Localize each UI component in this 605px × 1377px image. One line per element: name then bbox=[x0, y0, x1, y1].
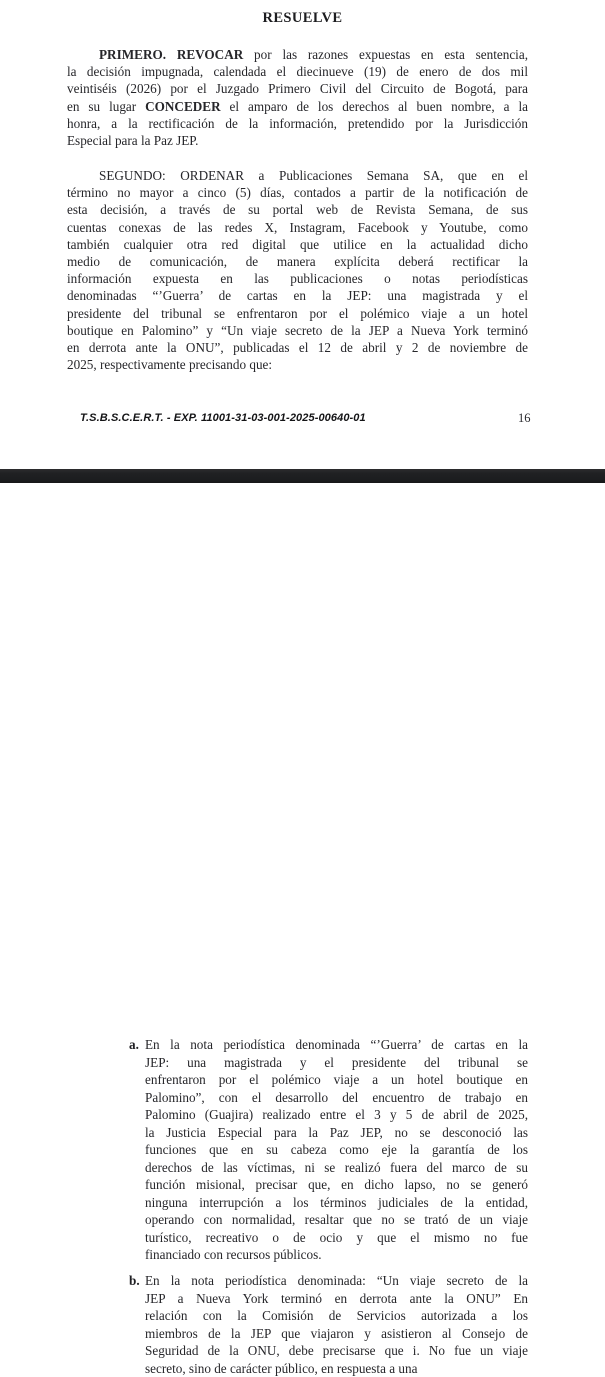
list-marker-a: a. bbox=[129, 1036, 143, 1054]
text-line: Palomino (Guajira) realizado entre el 3 y 5 de abril de 2025, bbox=[145, 1106, 528, 1124]
list-item-b bbox=[129, 1272, 528, 1377]
text-line: ninguna interrupción a los términos judiciales de la entidad, bbox=[145, 1194, 528, 1212]
text-line: la Justicia Especial para la Paz JEP, no se desconoció las bbox=[145, 1124, 528, 1142]
text-line: veintiséis (2026) por el Juzgado Primero Civil del Circuito de Bogotá, para bbox=[67, 80, 528, 97]
document-page-17 bbox=[0, 483, 605, 882]
list-item-a bbox=[129, 1036, 528, 1264]
page-separator bbox=[0, 469, 605, 483]
paragraph-primero bbox=[67, 46, 528, 149]
text-line: turístico, recreativo o de ocio y que el mismo no fue bbox=[145, 1229, 528, 1247]
text-line: secreto, sino de carácter público, en respuesta a una bbox=[145, 1360, 528, 1377]
text-line: 2025, respectivamente precisando que: bbox=[67, 356, 528, 373]
text-line: Palomino”, con el desarrollo del encuentro de trabajo en bbox=[145, 1089, 528, 1107]
text-line: relación con la Comisión de Servicios autorizada a los bbox=[145, 1307, 528, 1325]
text-line: medio de comunicación, de manera explícita deberá rectificar la bbox=[67, 253, 528, 270]
text-line: derechos de las víctimas, ni se realizó fuera del marco de su bbox=[145, 1159, 528, 1177]
list-item-b-text bbox=[145, 1272, 528, 1377]
section-heading-resuelve: RESUELVE bbox=[0, 10, 605, 27]
text-line: financiado con recursos públicos. bbox=[145, 1246, 528, 1264]
text-line: información expuesta en las publicaciones o notas periodísticas bbox=[67, 270, 528, 287]
text-line: Seguridad de la ONU, debe precisarse que i. No fue un viaje bbox=[145, 1342, 528, 1360]
paragraph-segundo bbox=[67, 167, 528, 373]
text-line: también cualquier otra red digital que utilice en la actualidad dicho bbox=[67, 236, 528, 253]
text-line: la decisión impugnada, calendada el diecinueve (19) de enero de dos mil bbox=[67, 63, 528, 80]
text-line: presidente del tribunal se enfrentaron por el polémico viaje a un hotel bbox=[67, 305, 528, 322]
text-line: En la nota periodística denominada: “Un viaje secreto de la bbox=[145, 1272, 528, 1290]
text-line: SEGUNDO: ORDENAR a Publicaciones Semana SA, que en el bbox=[67, 167, 528, 184]
page-number: 16 bbox=[518, 411, 531, 426]
text-line: honra, a la rectificación de la información, pretendido por la Jurisdicción bbox=[67, 115, 528, 132]
text-line: JEP a Nueva York terminó en derrota ante la ONU” En bbox=[145, 1290, 528, 1308]
text-line: función misional, precisar que, en dicho lapso, no se generó bbox=[145, 1176, 528, 1194]
text-line: esta decisión, a través de su portal web de Revista Semana, de sus bbox=[67, 201, 528, 218]
text-line: en derrota ante la ONU”, publicadas el 12 de abril y 2 de noviembre de bbox=[67, 339, 528, 356]
text-line: enfrentaron por el polémico viaje a un hotel boutique en bbox=[145, 1071, 528, 1089]
text-line: funciones que en su cabeza como eje la garantía de los bbox=[145, 1141, 528, 1159]
document-page-16 bbox=[0, 0, 605, 469]
text-line: en su lugar CONCEDER el amparo de los derechos al buen nombre, a la bbox=[67, 98, 528, 115]
text-line: En la nota periodística denominada “’Guerra’ de cartas en la bbox=[145, 1036, 528, 1054]
text-line: boutique en Palomino” y “Un viaje secreto de la JEP a Nueva York terminó bbox=[67, 322, 528, 339]
text-line: término no mayor a cinco (5) días, contados a partir de la notificación de bbox=[67, 184, 528, 201]
list-marker-b: b. bbox=[129, 1272, 143, 1290]
text-line: denominadas “’Guerra’ de cartas en la JEP: una magistrada y el bbox=[67, 287, 528, 304]
list-item-a-text bbox=[145, 1036, 528, 1264]
text-line: PRIMERO. REVOCAR por las razones expuestas en esta sentencia, bbox=[67, 46, 528, 63]
text-line: operando con normalidad, resaltar que no se trató de un viaje bbox=[145, 1211, 528, 1229]
text-line: cuentas conexas de las redes X, Instagram, Facebook y Youtube, como bbox=[67, 219, 528, 236]
footer-case-reference: T.S.B.S.C.E.R.T. - EXP. 11001-31-03-001-2025-00640-01 bbox=[80, 412, 366, 424]
text-line: Especial para la Paz JEP. bbox=[67, 132, 528, 149]
text-line: JEP: una magistrada y el presidente del tribunal se bbox=[145, 1054, 528, 1072]
text-line: miembros de la JEP que viajaron y asistieron al Consejo de bbox=[145, 1325, 528, 1343]
